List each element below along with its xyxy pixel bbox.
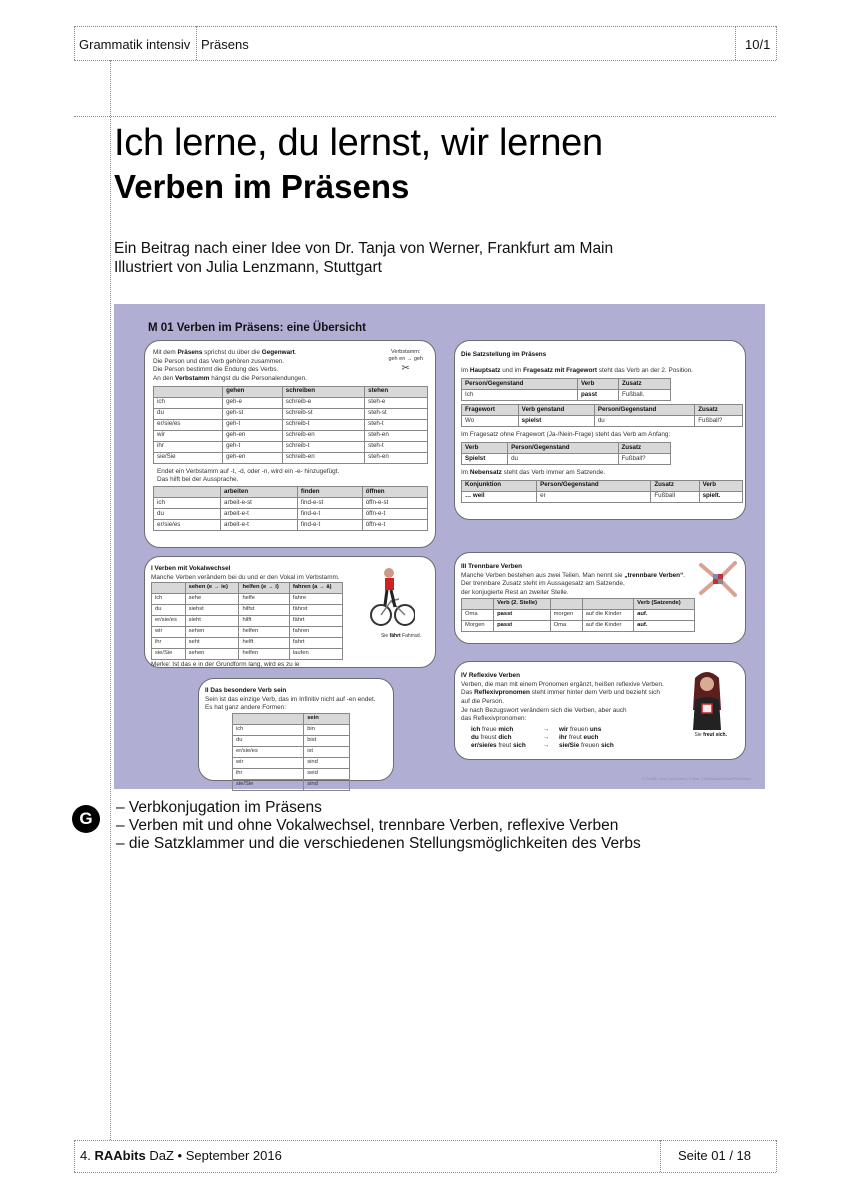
table-cell: schreib-en [282, 430, 364, 441]
table-header-row [152, 583, 343, 594]
arrow-right-icon: → [543, 725, 550, 733]
table-syntax-3 [461, 442, 671, 465]
table-cell: fahren [289, 627, 342, 638]
reflexive-line5: das Reflexivpronomen: [461, 715, 527, 723]
table-cell: steh-st [365, 408, 428, 419]
table-row [154, 508, 428, 519]
table-header-row [154, 486, 428, 497]
table-row [233, 768, 350, 779]
table-cell: spielt. [699, 491, 742, 502]
goal-item: – die Satzklammer und die verschiedenen Stellungsmöglichkeiten des Verbs [116, 835, 641, 852]
table-header-cell: sein [304, 713, 350, 724]
table-conj-1 [153, 386, 428, 464]
table-row [154, 519, 428, 530]
table-cell: geh-t [223, 419, 283, 430]
table-header-cell [154, 386, 223, 397]
table-cell: auf. [634, 620, 695, 631]
table-cell: wir [152, 627, 186, 638]
header-right-rule [776, 26, 777, 60]
hands-puzzle-illustration [699, 559, 737, 599]
author-line: Ein Beitrag nach einer Idee von Dr. Tanja von Werner, Frankfurt am Main [114, 240, 614, 257]
table-header-cell: Verb (2. Stelle) [494, 598, 551, 609]
card-reflexive [454, 661, 746, 760]
header-topic: Präsens [201, 37, 249, 52]
table-header-cell: Verb (Satzende) [634, 598, 695, 609]
table-cell: auf die Kinder [582, 609, 634, 620]
footer-bottom-rule [74, 1172, 776, 1173]
table-row [154, 419, 428, 430]
table-cell: du [154, 408, 223, 419]
table-row [154, 497, 428, 508]
table-cell: arbeit-e-t [221, 508, 298, 519]
table-cell: steh-en [365, 430, 428, 441]
reflexive-part: mich [498, 725, 514, 733]
table-cell: passt [577, 390, 618, 401]
reflexive-title: IV Reflexive Verben [461, 672, 520, 679]
table-header-cell [233, 713, 304, 724]
table-header-cell: helfen (e → i) [239, 583, 289, 594]
arrow-right-icon: → [543, 741, 550, 749]
vowel-title: I Verben mit Vokalwechsel [151, 565, 231, 572]
reflexive-pair [471, 742, 739, 750]
table-cell: arbeit-e-st [221, 497, 298, 508]
table-header-cell [152, 583, 186, 594]
table-row [462, 609, 695, 620]
header-code: 10/1 [745, 37, 771, 52]
header-divider-1 [196, 26, 197, 60]
table-syntax-4 [461, 480, 743, 503]
table-row [152, 638, 343, 649]
table-cell: geh-e [223, 397, 283, 408]
table-cell: passt [494, 609, 551, 620]
table-row [152, 627, 343, 638]
table-cell: du [233, 735, 304, 746]
table-cell: morgen [550, 609, 582, 620]
syntax-note-sub: Im Nebensatz steht das Verb immer am Satzende. [461, 468, 606, 476]
table-header-cell: stehen [365, 386, 428, 397]
sein-title: II Das besondere Verb sein [205, 687, 287, 694]
table-header-cell: Person/Gegenstand [508, 442, 618, 453]
table-cell: seht [185, 638, 239, 649]
reflexive-part: freut [567, 733, 584, 741]
table-cell: er [537, 491, 651, 502]
table-header-cell [550, 598, 582, 609]
table-conj-2 [153, 486, 428, 531]
table-cell: auf. [634, 609, 695, 620]
table-cell: geh-en [223, 452, 283, 463]
table-syntax-2 [461, 404, 743, 427]
cyclist-caption: Sie fährt Fahrrad. [380, 633, 421, 639]
footer-left-rule [74, 1140, 75, 1172]
woman-caption: Sie freut sich. [694, 732, 727, 738]
arrow-right-icon: → [543, 733, 550, 741]
syntax-intro: Im Hauptsatz und im Fragesatz mit Fragewort steht das Verb an der 2. Position. [461, 366, 693, 374]
table-cell: find-e-t [297, 519, 362, 530]
vowel-note: Merke: Ist das e in der Grundform lang, wird es zu ie [151, 661, 300, 669]
table-cell: schreib-en [282, 452, 364, 463]
table-cell: schreib-e [282, 397, 364, 408]
table-cell: laufen [289, 649, 342, 660]
goals-badge: G [72, 805, 100, 833]
separable-title: III Trennbare Verben [461, 563, 523, 570]
table-cell: siehst [185, 605, 239, 616]
reflexive-line2: Das Reflexivpronomen steht immer hinter dem Verb und bezieht sich [461, 689, 660, 697]
table-header-row [462, 379, 671, 390]
table-header-cell: Verb genstand [518, 405, 594, 416]
table-cell: sind [304, 757, 350, 768]
table-row [152, 616, 343, 627]
table-header-row [462, 598, 695, 609]
reflexive-part: freue [480, 725, 499, 733]
table-cell: hilft [239, 616, 289, 627]
table-header-cell: Fragewort [462, 405, 519, 416]
brand-name: RAAbits [94, 1148, 146, 1163]
table-cell: bist [304, 735, 350, 746]
conj-line3: Die Person bestimmt die Endung des Verbs. [153, 366, 279, 374]
table-cell: Morgen [462, 620, 494, 631]
table-header-cell: Verb [462, 442, 508, 453]
table-header-cell: öffnen [362, 486, 427, 497]
table-header-cell: Zusatz [651, 480, 699, 491]
table-header-row [462, 480, 743, 491]
footer-divider [660, 1140, 661, 1172]
table-vowel [151, 582, 343, 660]
table-cell: steh-en [365, 452, 428, 463]
table-cell: bin [304, 724, 350, 735]
table-cell: Fußball. [618, 390, 670, 401]
table-cell: ist [304, 746, 350, 757]
table-cell: er/sie/es [154, 519, 221, 530]
table-header-cell: finden [297, 486, 362, 497]
table-row [233, 724, 350, 735]
table-row [462, 491, 743, 502]
table-cell: … weil [462, 491, 537, 502]
table-cell: er/sie/es [233, 746, 304, 757]
margin-rule [110, 60, 111, 1140]
reflexive-part: sich [512, 741, 526, 749]
table-cell: ich [233, 724, 304, 735]
table-syntax-1 [461, 378, 671, 401]
table-separable [461, 598, 695, 632]
table-row [233, 757, 350, 768]
conj-intro: Mit dem Präsens sprichst du über die Gegenwart. [153, 349, 297, 356]
table-sein [232, 713, 350, 791]
table-header-row [462, 405, 743, 416]
table-cell: du [594, 416, 694, 427]
table-cell: fahrt [289, 638, 342, 649]
reflexive-part: euch [583, 733, 599, 741]
reflexive-part: freust [478, 733, 499, 741]
goals-list [116, 799, 641, 853]
separable-line3: der konjugierte Rest an zweiter Stelle. [461, 588, 569, 596]
table-cell: passt [494, 620, 551, 631]
table-cell: fährst [289, 605, 342, 616]
reflexive-line3: auf die Person. [461, 697, 504, 705]
verbstamm-note: Verbstamm: geh en → geh ✂ [388, 349, 423, 374]
reflexive-part: er/sie/es [471, 741, 497, 749]
table-cell: Oma [462, 609, 494, 620]
card-sein [198, 678, 394, 788]
conj-line4: An den Verbstamm hängst du die Personalendungen. [153, 374, 307, 382]
table-row [152, 594, 343, 605]
separable-line2: Der trennbare Zusatz steht im Aussagesatz am Satzende, [461, 580, 625, 588]
table-cell: schreib-t [282, 441, 364, 452]
header-top-rule [74, 26, 776, 27]
table-header-cell: Person/Gegenstand [594, 405, 694, 416]
table-cell: Ich [462, 390, 578, 401]
table-cell: sehen [185, 649, 239, 660]
goal-item: – Verben mit und ohne Vokalwechsel, trennbare Verben, reflexive Verben [116, 817, 619, 834]
table-cell: fährt [289, 616, 342, 627]
footer-right-rule [776, 1140, 777, 1172]
table-cell: öffn-e-t [362, 508, 427, 519]
reflexive-part: ich [471, 725, 481, 733]
worksheet-preview [114, 304, 765, 789]
reflexive-part: du [471, 733, 479, 741]
table-cell: helfe [239, 594, 289, 605]
table-cell: sind [304, 779, 350, 790]
table-cell: steh-t [365, 441, 428, 452]
table-cell: öffn-e-st [362, 497, 427, 508]
table-row [154, 430, 428, 441]
table-cell: schreib-st [282, 408, 364, 419]
table-header-cell: arbeiten [221, 486, 298, 497]
vowel-intro: Manche Verben verändern bei du und er den Vokal im Verbstamm. [151, 573, 340, 581]
table-cell: Oma [550, 620, 582, 631]
preview-copyright: © Grafik: Julia Lenzmann; Fotos: Thinkstock/iStock/Photodisc [641, 776, 751, 781]
reflexive-part: sie/Sie [559, 741, 580, 749]
separable-intro: Manche Verben bestehen aus zwei Teilen. Man nennt sie „trennbare Verben“. [461, 571, 686, 579]
table-row [233, 735, 350, 746]
table-cell: sieht [185, 616, 239, 627]
table-cell: du [152, 605, 186, 616]
table-header-cell: Zusatz [618, 442, 670, 453]
table-row [462, 416, 743, 427]
table-header-cell: Zusatz [618, 379, 670, 390]
table-cell: arbeit-e-t [221, 519, 298, 530]
reflexive-line1: Verben, die man mit einem Pronomen ergänzt, heißen reflexive Verben. [461, 680, 664, 688]
table-cell: er/sie/es [154, 419, 223, 430]
header-left-rule [74, 26, 75, 60]
sein-intro2: Es hat ganz andere Formen: [205, 704, 286, 712]
table-header-cell: schreiben [282, 386, 364, 397]
table-header-cell: Verb [577, 379, 618, 390]
illustrator-line: Illustriert von Julia Lenzmann, Stuttgart [114, 259, 382, 276]
table-cell: spielst [518, 416, 594, 427]
conj-note1: Endet ein Verbstamm auf -t, -d, oder -n, wird ein -e- hinzugefügt. [157, 467, 340, 475]
table-header-cell: Konjunktion [462, 480, 537, 491]
reflexive-part: ihr [559, 733, 568, 741]
footer-publication: 4. RAAbits DaZ • September 2016 [80, 1148, 282, 1163]
page-subtitle: Verben im Präsens [114, 168, 410, 205]
conj-line2: Die Person und das Verb gehören zusammen. [153, 357, 285, 365]
scissors-icon: ✂ [401, 362, 410, 374]
table-row [154, 452, 428, 463]
table-row [154, 397, 428, 408]
table-row [233, 779, 350, 790]
preview-title: M 01 Verben im Präsens: eine Übersicht [148, 322, 366, 334]
page-number: Seite 01 / 18 [678, 1148, 751, 1163]
table-row [233, 746, 350, 757]
table-cell: fahre [289, 594, 342, 605]
reflexive-part: dich [498, 733, 512, 741]
table-cell: ich [154, 497, 221, 508]
card-conjugation [144, 340, 436, 548]
table-row [154, 441, 428, 452]
table-cell: sehe [185, 594, 239, 605]
table-header-cell [582, 598, 634, 609]
table-cell: ihr [152, 638, 186, 649]
table-cell: du [508, 453, 618, 464]
card-vowel-change [144, 556, 436, 668]
cyclist-illustration [369, 565, 415, 629]
table-row [462, 620, 695, 631]
table-header-cell [154, 486, 221, 497]
table-cell: öffn-e-t [362, 519, 427, 530]
table-cell: Spielst [462, 453, 508, 464]
reflexive-line4: Je nach Bezugswort verändern sich die Verben, aber auch [461, 706, 627, 714]
table-header-row [154, 386, 428, 397]
table-row [154, 408, 428, 419]
table-cell: geh-st [223, 408, 283, 419]
table-row [462, 390, 671, 401]
table-header-row [233, 713, 350, 724]
table-cell: sie/Sie [152, 649, 186, 660]
table-cell: helfen [239, 649, 289, 660]
table-cell: Fußball [651, 491, 699, 502]
reflexive-part: wir [559, 725, 569, 733]
table-cell: wir [154, 430, 223, 441]
footer-top-rule [74, 1140, 776, 1141]
table-cell: find-e-st [297, 497, 362, 508]
table-cell: auf die Kinder [582, 620, 634, 631]
table-cell: sie/Sie [233, 779, 304, 790]
conj-note2: Das hilft bei der Aussprache. [157, 476, 239, 484]
table-header-cell: sehen (e → ie) [185, 583, 239, 594]
goal-item: – Verbkonjugation im Präsens [116, 799, 322, 816]
table-cell: Wo [462, 416, 519, 427]
table-header-cell: Zusatz [695, 405, 743, 416]
table-header-cell [462, 598, 494, 609]
table-cell: wir [233, 757, 304, 768]
table-cell: schreib-t [282, 419, 364, 430]
card-separable [454, 552, 746, 644]
header-section: Grammatik intensiv [79, 37, 191, 52]
table-cell: ich [154, 397, 223, 408]
table-cell: ihr [154, 441, 223, 452]
table-cell: steh-t [365, 419, 428, 430]
table-header-cell: fahren (a → ä) [289, 583, 342, 594]
table-header-row [462, 442, 671, 453]
reflexive-part: sich [600, 741, 614, 749]
table-cell: sehen [185, 627, 239, 638]
card-syntax [454, 340, 746, 520]
woman-gift-illustration [687, 670, 727, 730]
table-header-cell: Person/Gegenstand [462, 379, 578, 390]
reflexive-part: freuen [568, 725, 590, 733]
table-cell: Fußball? [618, 453, 670, 464]
table-cell: hilfst [239, 605, 289, 616]
syntax-note-yesno: Im Fragesatz ohne Fragewort (Ja-/Nein-Frage) steht das Verb am Anfang: [461, 431, 671, 439]
table-cell: geh-t [223, 441, 283, 452]
table-cell: sie/Sie [154, 452, 223, 463]
table-header-cell: gehen [223, 386, 283, 397]
header-divider-2 [735, 26, 736, 60]
title-top-rule [74, 116, 776, 117]
table-row [462, 453, 671, 464]
table-cell: du [154, 508, 221, 519]
table-cell: Fußball? [695, 416, 743, 427]
sein-intro: Sein ist das einzige Verb, das im Infinitiv nicht auf -en endet. [205, 695, 376, 703]
table-row [152, 649, 343, 660]
table-cell: find-e-t [297, 508, 362, 519]
table-header-cell: Person/Gegenstand [537, 480, 651, 491]
reflexive-part: freut [496, 741, 513, 749]
page-title: Ich lerne, du lernst, wir lernen [114, 122, 603, 164]
table-cell: ihr [233, 768, 304, 779]
table-cell: helfen [239, 627, 289, 638]
reflexive-part: uns [589, 725, 602, 733]
table-header-cell: Verb [699, 480, 742, 491]
reflexive-part: freuen [579, 741, 601, 749]
table-cell: geh-en [223, 430, 283, 441]
table-cell: seid [304, 768, 350, 779]
table-cell: helft [239, 638, 289, 649]
table-cell: er/sie/es [152, 616, 186, 627]
syntax-title: Die Satzstellung im Präsens [461, 351, 547, 358]
header-bottom-rule [74, 60, 776, 61]
table-cell: steh-e [365, 397, 428, 408]
table-row [152, 605, 343, 616]
table-cell: ich [152, 594, 186, 605]
